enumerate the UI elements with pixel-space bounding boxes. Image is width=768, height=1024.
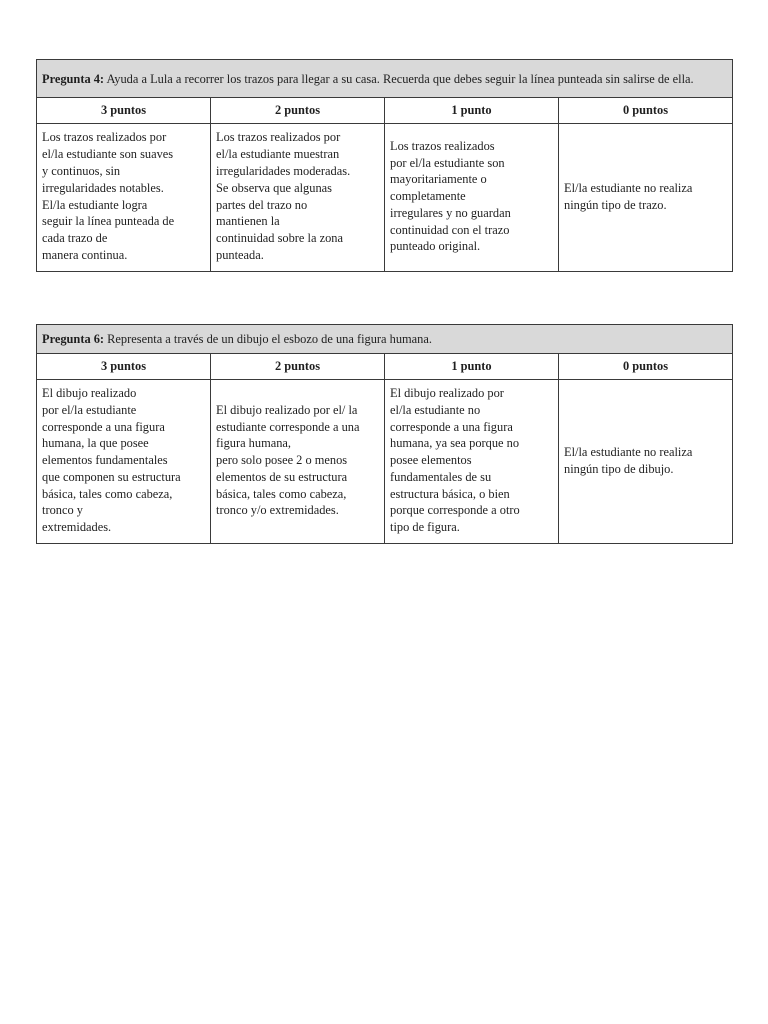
question-text: Ayuda a Lula a recorrer los trazos para llegar a su casa. Recuerda que debes seguir la línea punteada sin salirse de ella. — [104, 71, 694, 86]
score-header-1: 1 punto — [385, 98, 559, 124]
score-header-0: 0 puntos — [559, 354, 733, 380]
descriptor-0-puntos: El/la estudiante no realiza ningún tipo de trazo. — [559, 124, 733, 272]
descriptor-row — [37, 380, 733, 544]
question-text: Representa a través de un dibujo el esbozo de una figura humana. — [104, 332, 432, 347]
score-header-1: 1 punto — [385, 354, 559, 380]
question-cell — [37, 60, 733, 98]
score-header-3: 3 puntos — [37, 354, 211, 380]
score-header-0: 0 puntos — [559, 98, 733, 124]
question-row — [37, 325, 733, 354]
question-label: Pregunta 6: — [42, 332, 105, 347]
question-row — [37, 60, 733, 98]
score-header-2: 2 puntos — [211, 98, 385, 124]
score-header-2: 2 puntos — [211, 354, 385, 380]
descriptor-row — [37, 124, 733, 272]
score-header-row — [37, 354, 733, 380]
score-header-3: 3 puntos — [37, 98, 211, 124]
descriptor-2-puntos: Los trazos realizados por el/la estudiante muestran irregularidades moderadas. Se observa que algunas partes del trazo no mantienen la continuidad sobre la zona punteada. — [211, 124, 385, 272]
score-header-row — [37, 98, 733, 124]
descriptor-0-puntos: El/la estudiante no realiza ningún tipo de dibujo. — [559, 380, 733, 544]
question-label: Pregunta 4: — [42, 71, 105, 86]
descriptor-1-punto: El dibujo realizado por el/la estudiante no corresponde a una figura humana, ya sea porque no posee elementos fundamentales de su estructura básica, o bien porque corresponde a otro tipo de figura. — [385, 380, 559, 544]
rubric-table-pregunta-4 — [36, 59, 733, 272]
descriptor-3-puntos: Los trazos realizados por el/la estudiante son suaves y continuos, sin irregularidades notables. El/la estudiante logra seguir la línea punteada de cada trazo de manera continua. — [37, 124, 211, 272]
rubric-table-pregunta-6 — [36, 324, 733, 544]
descriptor-1-punto: Los trazos realizados por el/la estudiante son mayoritariamente o completamente irregulares y no guardan continuidad con el trazo punteado original. — [385, 124, 559, 272]
question-cell — [37, 325, 733, 354]
descriptor-2-puntos: El dibujo realizado por el/ la estudiante corresponde a una figura humana, pero solo posee 2 o menos elementos de su estructura básica, tales como cabeza, tronco y/o extremidades. — [211, 380, 385, 544]
descriptor-3-puntos: El dibujo realizado por el/la estudiante corresponde a una figura humana, la que posee elementos fundamentales que componen su estructura básica, tales como cabeza, tronco y extremidades. — [37, 380, 211, 544]
